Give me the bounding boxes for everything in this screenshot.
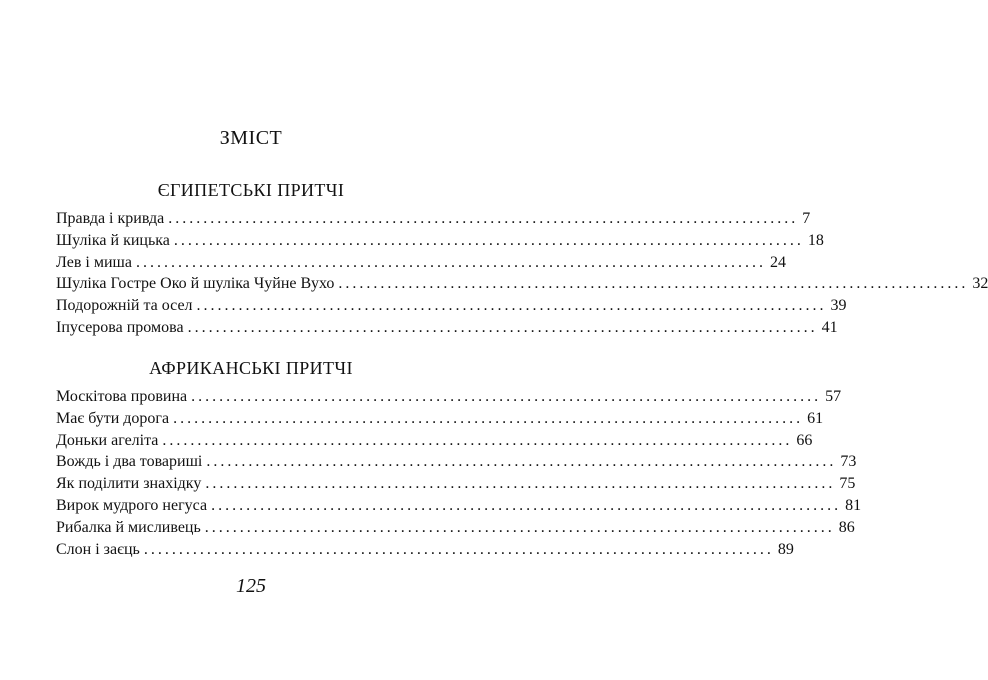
dot-leader: .......................................................................................... [191,388,822,405]
toc-entry[interactable] [56,495,862,517]
dot-leader: .......................................................................................... [211,496,842,514]
dot-leader: .......................................................................................... [173,231,804,249]
dot-leader: .......................................................................................... [205,475,836,493]
entry-title: Має бути дорога [56,409,170,427]
entry-page-number: 41 [821,318,838,336]
entry-page-number: 32 [972,275,988,293]
entry-title: Подорожній та осел [56,297,193,315]
entry-page-number: 18 [807,231,824,249]
dot-leader: .......................................................................................... [135,253,766,271]
entry-title: Правда і кривда [56,210,165,227]
toc-entry[interactable] [56,208,811,230]
toc-entry[interactable] [56,517,855,539]
entry-title: Шуліка Гостре Око й шуліка Чуйне Вухо [56,275,335,293]
entry-page-number: 86 [838,518,855,536]
toc-entry[interactable] [56,539,794,561]
section-heading-egyptian: ЄГИПЕТСЬКІ ПРИТЧІ [157,180,345,200]
entry-title: Слон і заєць [56,540,140,558]
entry-title: Москітова провина [56,388,188,405]
entry-title: Іпусерова промова [56,318,184,336]
dot-leader: .......................................................................................... [143,540,774,558]
dot-leader: .......................................................................................... [173,409,804,427]
toc-entry[interactable] [56,430,813,452]
entry-title: Доньки агеліта [56,431,159,449]
entry-page-number: 66 [796,431,813,449]
entry-page-number: 61 [807,409,824,427]
entry-title: Вождь і два товариші [56,453,203,471]
entry-page-number: 73 [840,453,857,471]
toc-entry[interactable] [56,386,842,408]
entry-title: Як поділити знахідку [56,475,202,493]
toc-entry[interactable] [56,273,988,295]
dot-leader: .......................................................................................... [187,318,818,336]
toc-entry[interactable] [56,230,824,252]
toc-entry[interactable] [56,451,857,473]
toc-entry[interactable] [56,473,856,495]
entry-page-number: 81 [845,496,862,514]
section-heading-african: АФРИКАНСЬКІ ПРИТЧІ [149,358,353,378]
toc-entry[interactable] [56,295,847,317]
entry-title: Вирок мудрого негуса [56,496,208,514]
entry-page-number: 7 [802,210,811,227]
dot-leader: .......................................................................................... [206,453,837,471]
toc-entry[interactable] [56,317,838,339]
dot-leader: .......................................................................................... [204,518,835,536]
entry-page-number: 39 [830,297,847,315]
entry-page-number: 57 [825,388,842,405]
dot-leader: .......................................................................................... [168,210,799,227]
entry-page-number: 89 [777,540,794,558]
entry-page-number: 75 [839,475,856,493]
entry-page-number: 24 [769,253,786,271]
toc-list-egyptian [56,208,988,339]
toc-entry[interactable] [56,252,786,274]
toc-entry[interactable] [56,408,824,430]
page-title: ЗМІСТ [219,127,283,149]
entry-title: Шуліка й кицька [56,231,170,249]
entry-title: Рибалка й мисливець [56,518,201,536]
toc-list-african [56,386,862,560]
dot-leader: .......................................................................................... [338,275,969,293]
page-number: 125 [236,575,266,597]
dot-leader: .......................................................................................... [162,431,793,449]
dot-leader: .......................................................................................... [196,297,827,315]
entry-title: Лев і миша [56,253,132,271]
